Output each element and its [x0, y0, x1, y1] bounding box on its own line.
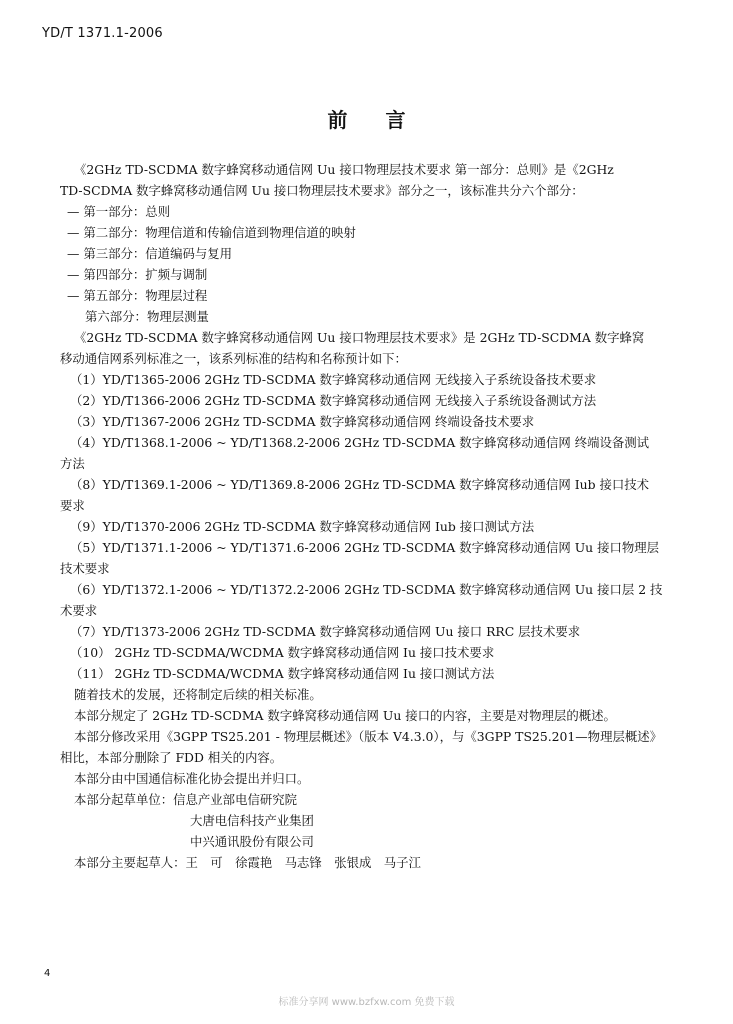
- series-item-1: （1）YD/T1365-2006 2GHz TD-SCDMA 数字蜂窝移动通信网 无线接入子系统设备技术要求: [70, 372, 597, 387]
- drafting-units-line-1: 本部分起草单位：信息产业部电信研究院: [74, 792, 298, 807]
- series-item-8: （8）YD/T1369.1-2006 ~ YD/T1369.8-2006 2GHz TD-SCDMA 数字蜂窝移动通信网 Iub 接口技术: [70, 477, 650, 492]
- series-item-6: （6）YD/T1372.1-2006 ~ YD/T1372.2-2006 2GHz TD-SCDMA 数字蜂窝移动通信网 Uu 接口层 2 技: [70, 582, 663, 597]
- watermark: 标准分享网 www.bzfxw.com 免费下载: [278, 997, 455, 1008]
- series-item-5: （5）YD/T1371.1-2006 ~ YD/T1371.6-2006 2GHz TD-SCDMA 数字蜂窝移动通信网 Uu 接口物理层: [70, 540, 660, 555]
- series-item-9: （9）YD/T1370-2006 2GHz TD-SCDMA 数字蜂窝移动通信网 Iub 接口测试方法: [70, 519, 535, 534]
- part-item-1: — 第一部分：总则: [67, 204, 171, 219]
- part-item-5: — 第五部分：物理层过程: [67, 288, 208, 303]
- part-item-4: — 第四部分：扩频与调制: [67, 267, 208, 282]
- part-item-3: — 第三部分：信道编码与复用: [67, 246, 233, 261]
- series-item-7: （7）YD/T1373-2006 2GHz TD-SCDMA 数字蜂窝移动通信网 Uu 接口 RRC 层技术要求: [70, 624, 581, 639]
- part-item-6: 第六部分：物理层测量: [85, 309, 209, 324]
- series-item-3: （3）YD/T1367-2006 2GHz TD-SCDMA 数字蜂窝移动通信网 终端设备技术要求: [70, 414, 535, 429]
- series-item-8-cont: 要求: [60, 498, 85, 513]
- series-item-4: （4）YD/T1368.1-2006 ~ YD/T1368.2-2006 2GHz TD-SCDMA 数字蜂窝移动通信网 终端设备测试: [70, 435, 650, 450]
- page-title: [0, 104, 733, 133]
- standard-code: YD/T 1371.1-2006: [42, 26, 163, 41]
- drafting-units-line-3: 中兴通讯股份有限公司: [190, 834, 314, 849]
- adoption-line-2: 相比，本部分删除了 FDD 相关的内容。: [60, 750, 283, 765]
- future-standards-text: 随着技术的发展，还将制定后续的相关标准。: [74, 687, 322, 702]
- series-intro-line-2: 移动通信网系列标准之一，该系列标准的结构和名称预计如下：: [60, 351, 407, 366]
- proposer-text: 本部分由中国通信标准化协会提出并归口。: [74, 771, 310, 786]
- adoption-line-1: 本部分修改采用《3GPP TS25.201 - 物理层概述》（版本 V4.3.0），与《3GPP TS25.201—物理层概述》: [74, 729, 663, 744]
- series-item-6-cont: 术要求: [60, 603, 98, 618]
- series-intro-line-1: 《2GHz TD-SCDMA 数字蜂窝移动通信网 Uu 接口物理层技术要求》是 2GHz TD-SCDMA 数字蜂窝: [74, 330, 645, 345]
- part-item-2: — 第二部分：物理信道和传输信道到物理信道的映射: [67, 225, 356, 240]
- intro-line-2: TD-SCDMA 数字蜂窝移动通信网 Uu 接口物理层技术要求》部分之一，该标准共分六个部分：: [60, 183, 584, 198]
- intro-line-1: 《2GHz TD-SCDMA 数字蜂窝移动通信网 Uu 接口物理层技术要求 第一部分：总则》是《2GHz: [74, 162, 614, 177]
- series-item-11: （11） 2GHz TD-SCDMA/WCDMA 数字蜂窝移动通信网 Iu 接口测试方法: [70, 666, 495, 681]
- series-item-4-cont: 方法: [60, 456, 85, 471]
- drafters-text: 本部分主要起草人：王 可 徐霞艳 马志锋 张银成 马子江: [74, 855, 421, 870]
- title-char-2: 言: [385, 108, 406, 132]
- series-item-2: （2）YD/T1366-2006 2GHz TD-SCDMA 数字蜂窝移动通信网 无线接入子系统设备测试方法: [70, 393, 597, 408]
- series-item-5-cont: 技术要求: [60, 561, 110, 576]
- drafting-units-line-2: 大唐电信科技产业集团: [190, 813, 314, 828]
- title-char-1: 前: [327, 108, 348, 132]
- scope-text: 本部分规定了 2GHz TD-SCDMA 数字蜂窝移动通信网 Uu 接口的内容，主要是对物理层的概述。: [74, 708, 616, 723]
- page-number: 4: [44, 968, 51, 979]
- series-item-10: （10） 2GHz TD-SCDMA/WCDMA 数字蜂窝移动通信网 Iu 接口技术要求: [70, 645, 495, 660]
